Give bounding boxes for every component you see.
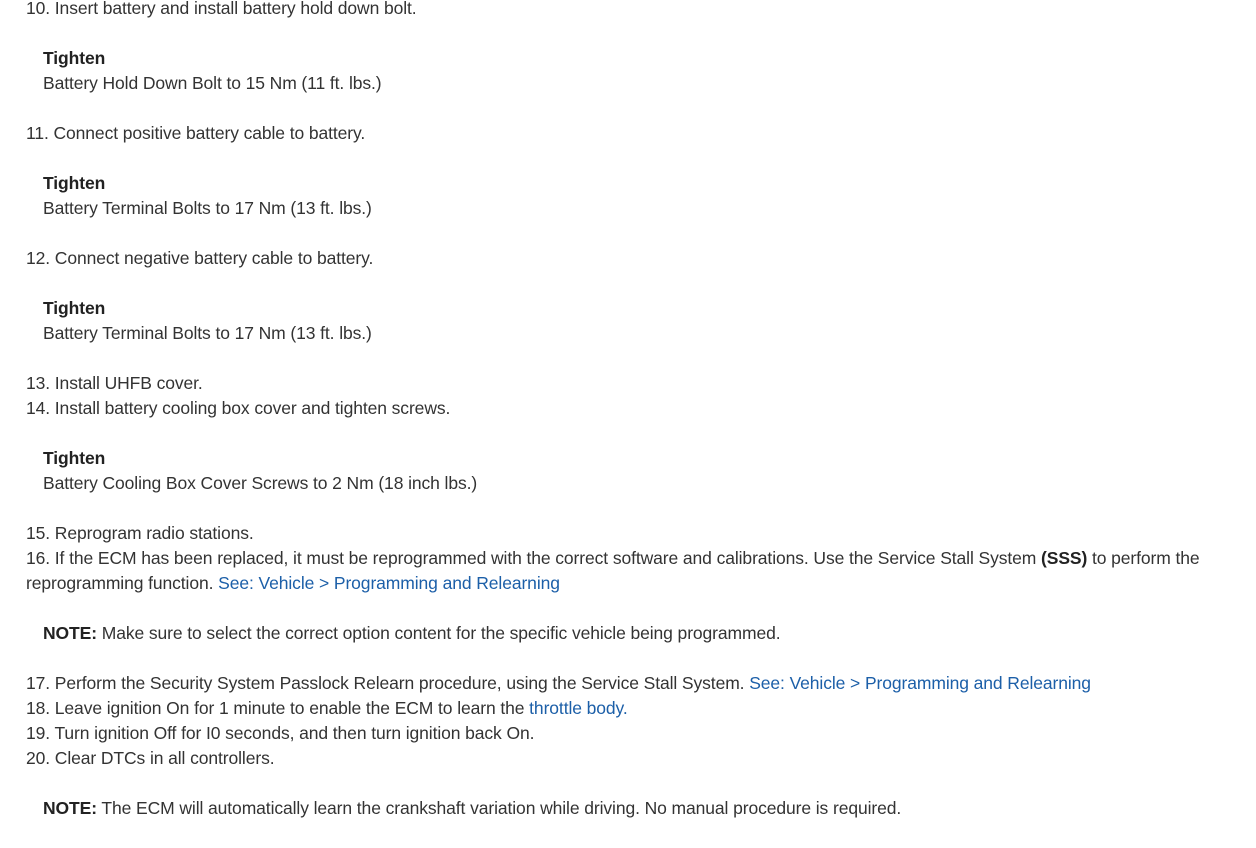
torque-spec: Battery Terminal Bolts to 17 Nm (13 ft. lbs.) — [43, 323, 372, 343]
step-text: If the ECM has been replaced, it must be reprogrammed with the correct software and calibrations. Use the Service Stall System — [54, 548, 1042, 568]
step-text: Install battery cooling box cover and tighten screws. — [54, 398, 451, 418]
step-10 — [26, 0, 1236, 21]
step-text: Install UHFB cover. — [54, 373, 203, 393]
step-number: 16. — [26, 548, 51, 568]
step-text: Connect negative battery cable to battery. — [54, 248, 374, 268]
procedure-document — [26, 0, 1236, 821]
step-11 — [26, 121, 1236, 146]
step-text: Insert battery and install battery hold down bolt. — [54, 0, 417, 18]
tighten-label: Tighten — [43, 173, 106, 193]
step-number: 12. — [26, 248, 51, 268]
step-text-continued: to perform the reprogramming function. — [26, 548, 1200, 593]
step-18 — [26, 696, 1236, 721]
step-number: 14. — [26, 398, 51, 418]
step-text: Reprogram radio stations. — [54, 523, 254, 543]
note-label: NOTE: — [43, 798, 97, 818]
step-13 — [26, 371, 1236, 396]
note — [26, 796, 1236, 821]
tighten-label: Tighten — [43, 448, 106, 468]
note — [26, 621, 1236, 646]
step-number: 18. — [26, 698, 51, 718]
step-17 — [26, 671, 1236, 696]
torque-spec: Battery Hold Down Bolt to 15 Nm (11 ft. lbs.) — [43, 73, 382, 93]
step-14 — [26, 396, 1236, 421]
step-12 — [26, 246, 1236, 271]
step-number: 15. — [26, 523, 51, 543]
note-text: Make sure to select the correct option content for the specific vehicle being programmed. — [96, 623, 781, 643]
step-text: Turn ignition Off for I0 seconds, and then turn ignition back On. — [54, 723, 535, 743]
tighten-label: Tighten — [43, 298, 106, 318]
step-20 — [26, 746, 1236, 771]
torque-spec: Battery Terminal Bolts to 17 Nm (13 ft. lbs.) — [43, 198, 372, 218]
link-period: . — [622, 698, 628, 718]
step-number: 17. — [26, 673, 51, 693]
programming-relearning-link[interactable]: See: Vehicle > Programming and Relearning — [218, 573, 560, 593]
torque-spec: Battery Cooling Box Cover Screws to 2 Nm (18 inch lbs.) — [43, 473, 478, 493]
programming-relearning-link[interactable]: See: Vehicle > Programming and Relearning — [749, 673, 1091, 693]
step-number: 20. — [26, 748, 51, 768]
step-text: Perform the Security System Passlock Relearn procedure, using the Service Stall System. — [54, 673, 750, 693]
step-number: 10. — [26, 0, 51, 18]
step-number: 11. — [26, 123, 49, 143]
note-label: NOTE: — [43, 623, 97, 643]
step-text: Clear DTCs in all controllers. — [54, 748, 275, 768]
step-15 — [26, 521, 1236, 546]
step-number: 13. — [26, 373, 51, 393]
step-text: Leave ignition On for 1 minute to enable the ECM to learn the — [54, 698, 530, 718]
step-16 — [26, 546, 1232, 596]
step-19 — [26, 721, 1236, 746]
sss-abbreviation: (SSS) — [1041, 548, 1088, 568]
throttle-body-link[interactable]: throttle body — [529, 698, 623, 718]
note-text: The ECM will automatically learn the crankshaft variation while driving. No manual procedure is required. — [96, 798, 902, 818]
step-number: 19. — [26, 723, 51, 743]
step-text: Connect positive battery cable to battery. — [53, 123, 366, 143]
tighten-label: Tighten — [43, 48, 106, 68]
